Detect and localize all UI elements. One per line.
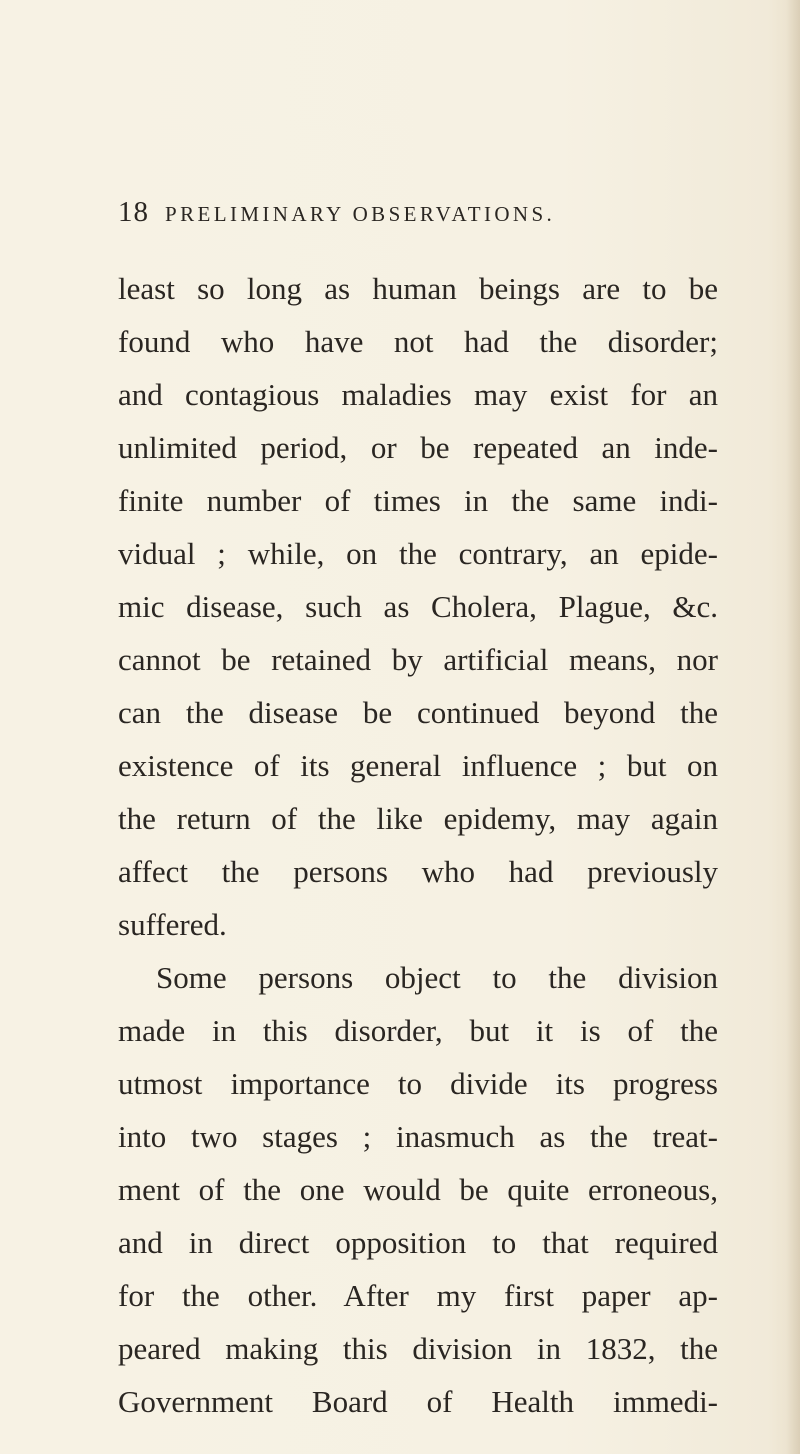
text-line: Government Board of Health immedi- <box>118 1384 718 1419</box>
text-line: the return of the like epidemy, may again <box>118 801 718 836</box>
text-line: into two stages ; inasmuch as the treat- <box>118 1119 718 1154</box>
running-head <box>118 196 678 232</box>
text-line: finite number of times in the same indi- <box>118 483 718 518</box>
text-line: ment of the one would be quite erroneous, <box>118 1172 718 1207</box>
text-line: peared making this division in 1832, the <box>118 1331 718 1366</box>
page-number: 18 <box>118 196 149 228</box>
text-line: mic disease, such as Cholera, Plague, &c. <box>118 589 718 624</box>
text-line: existence of its general influence ; but on <box>118 748 718 783</box>
text-line: unlimited period, or be repeated an inde- <box>118 430 718 465</box>
text-line: can the disease be continued beyond the <box>118 695 718 730</box>
text-line: and in direct opposition to that required <box>118 1225 718 1260</box>
text-line: for the other. After my first paper ap- <box>118 1278 718 1313</box>
page-edge-shadow <box>786 0 800 1454</box>
text-line: and contagious maladies may exist for an <box>118 377 718 412</box>
text-line: found who have not had the disorder; <box>118 324 718 359</box>
paragraph-end-line: suffered. <box>118 907 227 942</box>
text-line: least so long as human beings are to be <box>118 271 718 306</box>
body-text <box>118 262 718 1428</box>
text-line: made in this disorder, but it is of the <box>118 1013 718 1048</box>
paragraph-first-line: Some persons object to the division <box>156 960 718 995</box>
running-head-title: PRELIMINARY OBSERVATIONS. <box>165 202 556 226</box>
text-line: affect the persons who had previously <box>118 854 718 889</box>
text-line: cannot be retained by artificial means, nor <box>118 642 718 677</box>
text-line: utmost importance to divide its progress <box>118 1066 718 1101</box>
text-line: vidual ; while, on the contrary, an epide- <box>118 536 718 571</box>
